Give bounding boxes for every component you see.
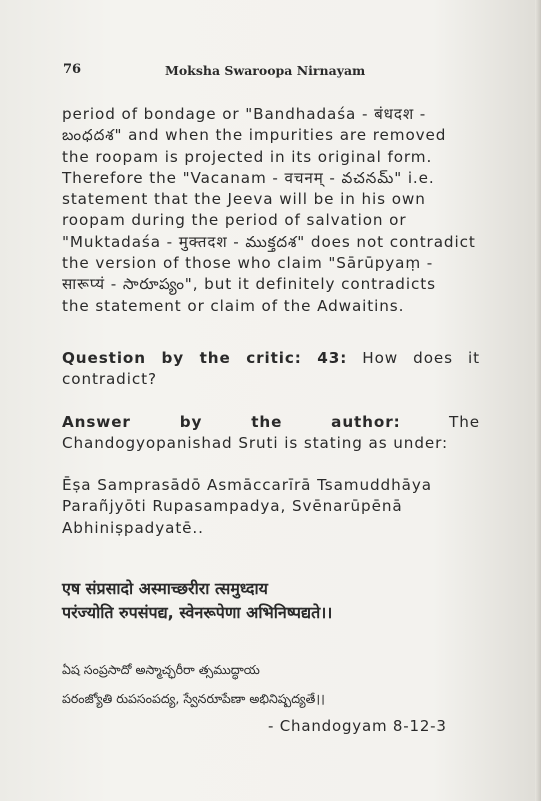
answer-text: The Chandogyopanishad Sruti is stating as under: [62, 413, 480, 453]
verse-line: Abhiniṣpadyatē.. [62, 518, 204, 537]
text-line: Therefore the "Vacanam - वचनम् - వచనమ్" i.e. [62, 168, 435, 187]
text-line: the version of those who claim "Sārūpyaṃ - [62, 254, 434, 273]
question-text: How does it contradict? [62, 349, 480, 389]
verse-source-citation: - Chandogyam 8-12-3 [268, 717, 447, 735]
text-line: statement that the Jeeva will be in his own [62, 190, 426, 209]
devanagari-verse-line: परंज्योति रुपसंपद्य, स्वेनरूपेणा अभिनिष्पद्यते।। [62, 603, 333, 622]
telugu-verse-line: పరంజ్యోతి రుపసంపద్య, స్వేనరూపేణా అభినిష్పద్యతే।। [62, 691, 325, 706]
paragraph-bondage [62, 104, 480, 317]
page-number: 76 [63, 62, 82, 77]
question-label: Question by the critic: 43: [62, 349, 348, 367]
text-line: the statement or claim of the Adwaitins. [62, 296, 405, 315]
text-line: period of bondage or "Bandhadaśa - बंधदश - [62, 105, 427, 123]
answer-label: Answer by the author: [62, 413, 401, 431]
text-line: सारूप्यं - సారూప్యం", but it definitely contradicts [62, 275, 436, 294]
telugu-verse-line: ఏష సంప్రసాదో అస్మాచ్ఛరీరా త్సముద్ధాయ [62, 662, 260, 677]
transliterated-verse [62, 475, 480, 539]
text-line: the roopam is projected in its original form. [62, 147, 433, 166]
text-line: roopam during the period of salvation or [62, 211, 407, 230]
question-paragraph [62, 348, 480, 391]
verse-line: Parañjyōti Rupasampadya, Svēnarūpēnā [62, 497, 403, 516]
devanagari-verse-line: एष संप्रसादो अस्माच्छरीरा त्समुध्दाय [62, 579, 268, 598]
page-edge-shadow [535, 0, 541, 801]
answer-paragraph [62, 412, 480, 455]
text-line: "Muktadaśa - मुक्तदश - ముక్తదశ" does not contradict [62, 232, 476, 251]
verse-line: Ēṣa Samprasādō Asmāccarīrā Tsamuddhāya [62, 476, 432, 494]
running-header-title: Moksha Swaroopa Nirnayam [165, 63, 366, 78]
text-line: బంధదశ" and when the impurities are removed [62, 126, 447, 145]
